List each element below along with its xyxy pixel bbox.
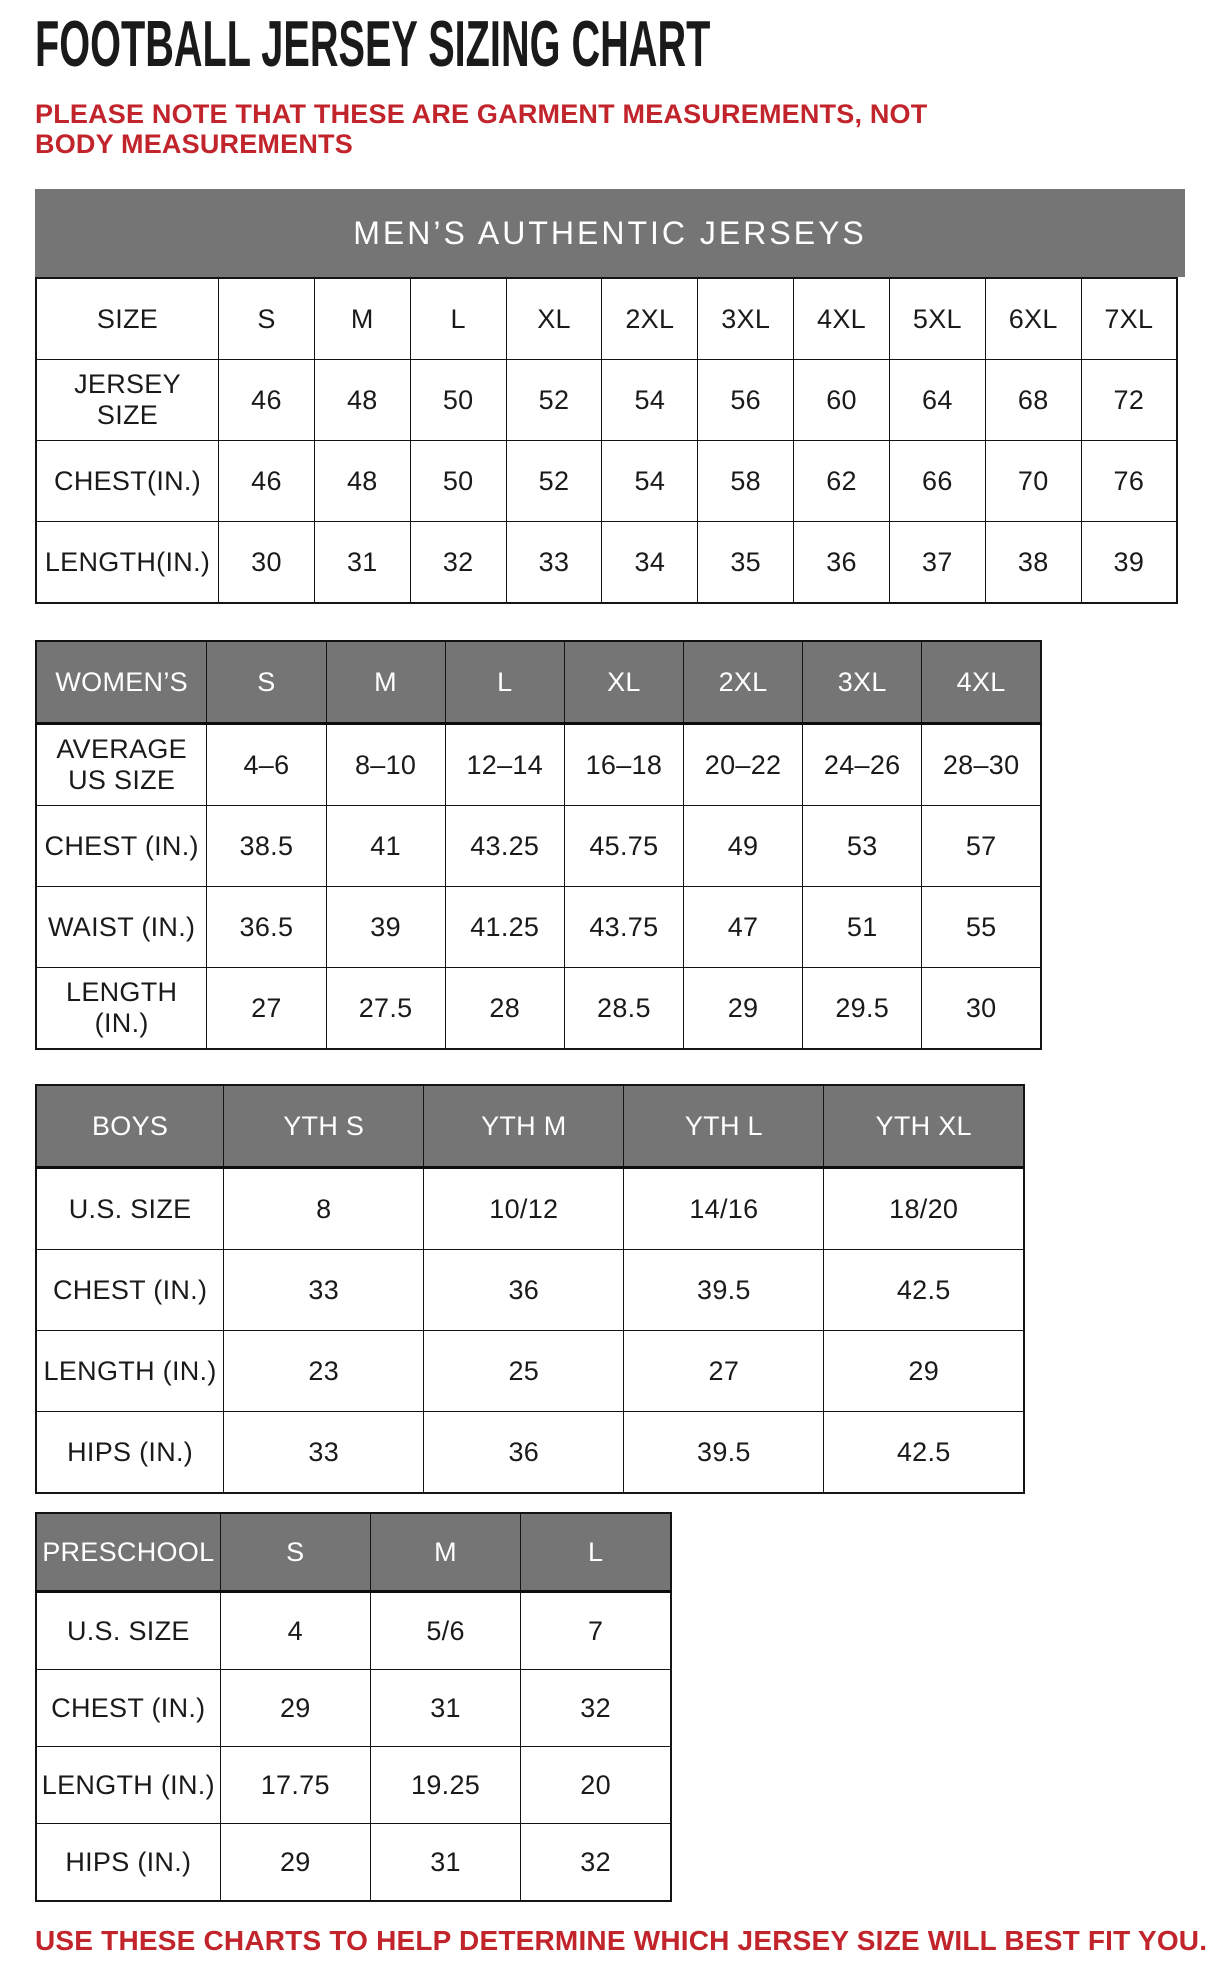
size-column-header-yth-m: YTH M [424, 1085, 624, 1168]
measurement-value-cell: 41.25 [445, 887, 564, 968]
measurement-value-cell: 8 [224, 1168, 424, 1250]
measurement-value-cell: 50 [410, 360, 506, 441]
measurement-value-cell: 28 [445, 968, 564, 1050]
size-column-header-m: M [314, 278, 410, 360]
size-header-row [36, 278, 1177, 360]
size-column-header-yth-xl: YTH XL [824, 1085, 1024, 1168]
measurement-row-length-in [36, 968, 1041, 1050]
size-header-row [36, 1085, 1024, 1168]
measurement-value-cell: 50 [410, 441, 506, 522]
size-column-header-m: M [370, 1513, 520, 1592]
measurement-value-cell: 39.5 [624, 1250, 824, 1331]
measurement-value-cell: 29.5 [803, 968, 922, 1050]
footer-note: USE THESE CHARTS TO HELP DETERMINE WHICH JERSEY SIZE WILL BEST FIT YOU. [35, 1925, 1208, 1957]
row-label-chest-in: CHEST(IN.) [36, 441, 219, 522]
measurement-row-waist-in [36, 887, 1041, 968]
size-column-header-xl: XL [564, 641, 683, 724]
size-column-header-5xl: 5XL [889, 278, 985, 360]
size-column-header-m: M [326, 641, 445, 724]
preschool-sizing-table [35, 1512, 672, 1902]
measurement-value-cell: 28.5 [564, 968, 683, 1050]
measurement-value-cell: 32 [410, 522, 506, 604]
measurement-row-chest-in [36, 1250, 1024, 1331]
measurement-value-cell: 30 [219, 522, 315, 604]
measurement-row-length-in [36, 1331, 1024, 1412]
measurement-value-cell: 31 [370, 1824, 520, 1902]
measurement-value-cell: 27 [207, 968, 326, 1050]
measurement-value-cell: 29 [824, 1331, 1024, 1412]
measurement-value-cell: 42.5 [824, 1250, 1024, 1331]
measurement-value-cell: 33 [224, 1250, 424, 1331]
measurement-value-cell: 45.75 [564, 806, 683, 887]
measurement-value-cell: 14/16 [624, 1168, 824, 1250]
measurement-value-cell: 51 [803, 887, 922, 968]
size-column-header-3xl: 3XL [698, 278, 794, 360]
measurement-value-cell: 68 [985, 360, 1081, 441]
measurement-value-cell: 32 [521, 1670, 671, 1747]
measurement-value-cell: 35 [698, 522, 794, 604]
measurement-value-cell: 72 [1081, 360, 1177, 441]
measurement-value-cell: 32 [521, 1824, 671, 1902]
measurement-value-cell: 29 [220, 1824, 370, 1902]
size-column-header-s: S [220, 1513, 370, 1592]
measurement-value-cell: 16–18 [564, 724, 683, 806]
measurement-value-cell: 5/6 [370, 1592, 520, 1670]
mens-section-banner: MEN’S AUTHENTIC JERSEYS [35, 189, 1185, 277]
measurement-value-cell: 46 [219, 360, 315, 441]
measurement-value-cell: 17.75 [220, 1747, 370, 1824]
measurement-value-cell: 52 [506, 360, 602, 441]
mens-jerseys-section [35, 189, 1185, 604]
row-label-chest-in: CHEST (IN.) [36, 1250, 224, 1331]
measurement-value-cell: 48 [314, 441, 410, 522]
row-label-jersey-size: JERSEY SIZE [36, 360, 219, 441]
measurement-value-cell: 36 [794, 522, 890, 604]
measurement-value-cell: 36 [424, 1412, 624, 1494]
size-column-header-7xl: 7XL [1081, 278, 1177, 360]
measurement-row-length-in [36, 522, 1177, 604]
measurement-value-cell: 34 [602, 522, 698, 604]
table-corner-header-boys: BOYS [36, 1085, 224, 1168]
womens-sizing-table [35, 640, 1042, 1050]
measurement-value-cell: 29 [220, 1670, 370, 1747]
measurement-value-cell: 39.5 [624, 1412, 824, 1494]
measurement-value-cell: 12–14 [445, 724, 564, 806]
garment-measurements-note: PLEASE NOTE THAT THESE ARE GARMENT MEASUREMENTS, NOT BODY MEASUREMENTS [35, 98, 928, 160]
measurement-value-cell: 4–6 [207, 724, 326, 806]
size-column-header-2xl: 2XL [602, 278, 698, 360]
row-label-u-s-size: U.S. SIZE [36, 1168, 224, 1250]
measurement-value-cell: 36 [424, 1250, 624, 1331]
measurement-value-cell: 24–26 [803, 724, 922, 806]
size-column-header-yth-l: YTH L [624, 1085, 824, 1168]
measurement-value-cell: 33 [224, 1412, 424, 1494]
measurement-value-cell: 48 [314, 360, 410, 441]
measurement-value-cell: 54 [602, 441, 698, 522]
measurement-value-cell: 27 [624, 1331, 824, 1412]
measurement-value-cell: 58 [698, 441, 794, 522]
measurement-value-cell: 39 [326, 887, 445, 968]
measurement-value-cell: 54 [602, 360, 698, 441]
measurement-value-cell: 55 [922, 887, 1041, 968]
measurement-value-cell: 62 [794, 441, 890, 522]
table-corner-header-preschool: PRESCHOOL [36, 1513, 220, 1592]
row-label-u-s-size: U.S. SIZE [36, 1592, 220, 1670]
size-column-header-xl: XL [506, 278, 602, 360]
measurement-value-cell: 30 [922, 968, 1041, 1050]
measurement-value-cell: 36.5 [207, 887, 326, 968]
measurement-row-jersey-size [36, 360, 1177, 441]
measurement-value-cell: 20–22 [683, 724, 802, 806]
measurement-row-chest-in [36, 1670, 671, 1747]
measurement-value-cell: 19.25 [370, 1747, 520, 1824]
measurement-value-cell: 49 [683, 806, 802, 887]
preschool-jerseys-section [35, 1512, 1185, 1902]
measurement-row-u-s-size [36, 1168, 1024, 1250]
row-label-chest-in: CHEST (IN.) [36, 806, 207, 887]
measurement-value-cell: 43.25 [445, 806, 564, 887]
page-title: FOOTBALL JERSEY SIZING CHART [35, 8, 711, 81]
measurement-value-cell: 60 [794, 360, 890, 441]
measurement-value-cell: 52 [506, 441, 602, 522]
measurement-value-cell: 57 [922, 806, 1041, 887]
row-label-hips-in: HIPS (IN.) [36, 1824, 220, 1902]
measurement-row-chest-in [36, 806, 1041, 887]
measurement-value-cell: 18/20 [824, 1168, 1024, 1250]
measurement-value-cell: 56 [698, 360, 794, 441]
measurement-value-cell: 4 [220, 1592, 370, 1670]
measurement-value-cell: 39 [1081, 522, 1177, 604]
size-column-header-3xl: 3XL [803, 641, 922, 724]
womens-jerseys-section [35, 640, 1185, 1050]
measurement-row-average-us-size [36, 724, 1041, 806]
mens-sizing-table [35, 277, 1178, 604]
table-corner-header-women-s: WOMEN’S [36, 641, 207, 724]
boys-sizing-table [35, 1084, 1025, 1494]
measurement-row-u-s-size [36, 1592, 671, 1670]
size-column-header-4xl: 4XL [922, 641, 1041, 724]
row-label-length-in: LENGTH (IN.) [36, 968, 207, 1050]
measurement-row-chest-in [36, 441, 1177, 522]
measurement-value-cell: 70 [985, 441, 1081, 522]
measurement-value-cell: 23 [224, 1331, 424, 1412]
measurement-value-cell: 66 [889, 441, 985, 522]
measurement-value-cell: 31 [370, 1670, 520, 1747]
row-label-length-in: LENGTH (IN.) [36, 1331, 224, 1412]
row-label-length-in: LENGTH (IN.) [36, 1747, 220, 1824]
measurement-value-cell: 33 [506, 522, 602, 604]
size-column-header-4xl: 4XL [794, 278, 890, 360]
size-column-header-2xl: 2XL [683, 641, 802, 724]
size-column-header-s: S [207, 641, 326, 724]
size-column-header-s: S [219, 278, 315, 360]
measurement-row-hips-in [36, 1824, 671, 1902]
measurement-value-cell: 28–30 [922, 724, 1041, 806]
measurement-value-cell: 76 [1081, 441, 1177, 522]
measurement-value-cell: 25 [424, 1331, 624, 1412]
measurement-value-cell: 20 [521, 1747, 671, 1824]
measurement-value-cell: 41 [326, 806, 445, 887]
size-column-header-l: L [445, 641, 564, 724]
size-header-row [36, 641, 1041, 724]
measurement-value-cell: 64 [889, 360, 985, 441]
measurement-value-cell: 29 [683, 968, 802, 1050]
measurement-value-cell: 53 [803, 806, 922, 887]
row-label-hips-in: HIPS (IN.) [36, 1412, 224, 1494]
size-column-header-yth-s: YTH S [224, 1085, 424, 1168]
boys-jerseys-section [35, 1084, 1185, 1494]
measurement-value-cell: 47 [683, 887, 802, 968]
row-label-waist-in: WAIST (IN.) [36, 887, 207, 968]
measurement-value-cell: 46 [219, 441, 315, 522]
measurement-value-cell: 43.75 [564, 887, 683, 968]
row-label-chest-in: CHEST (IN.) [36, 1670, 220, 1747]
measurement-row-length-in [36, 1747, 671, 1824]
measurement-value-cell: 38.5 [207, 806, 326, 887]
measurement-value-cell: 8–10 [326, 724, 445, 806]
row-label-length-in: LENGTH(IN.) [36, 522, 219, 604]
size-column-header-6xl: 6XL [985, 278, 1081, 360]
measurement-value-cell: 10/12 [424, 1168, 624, 1250]
measurement-value-cell: 38 [985, 522, 1081, 604]
measurement-value-cell: 27.5 [326, 968, 445, 1050]
size-header-row [36, 1513, 671, 1592]
measurement-value-cell: 37 [889, 522, 985, 604]
measurement-value-cell: 7 [521, 1592, 671, 1670]
size-column-header-l: L [410, 278, 506, 360]
measurement-value-cell: 31 [314, 522, 410, 604]
measurement-value-cell: 42.5 [824, 1412, 1024, 1494]
measurement-row-hips-in [36, 1412, 1024, 1494]
table-corner-header-size: SIZE [36, 278, 219, 360]
size-column-header-l: L [521, 1513, 671, 1592]
row-label-average-us-size: AVERAGE US SIZE [36, 724, 207, 806]
